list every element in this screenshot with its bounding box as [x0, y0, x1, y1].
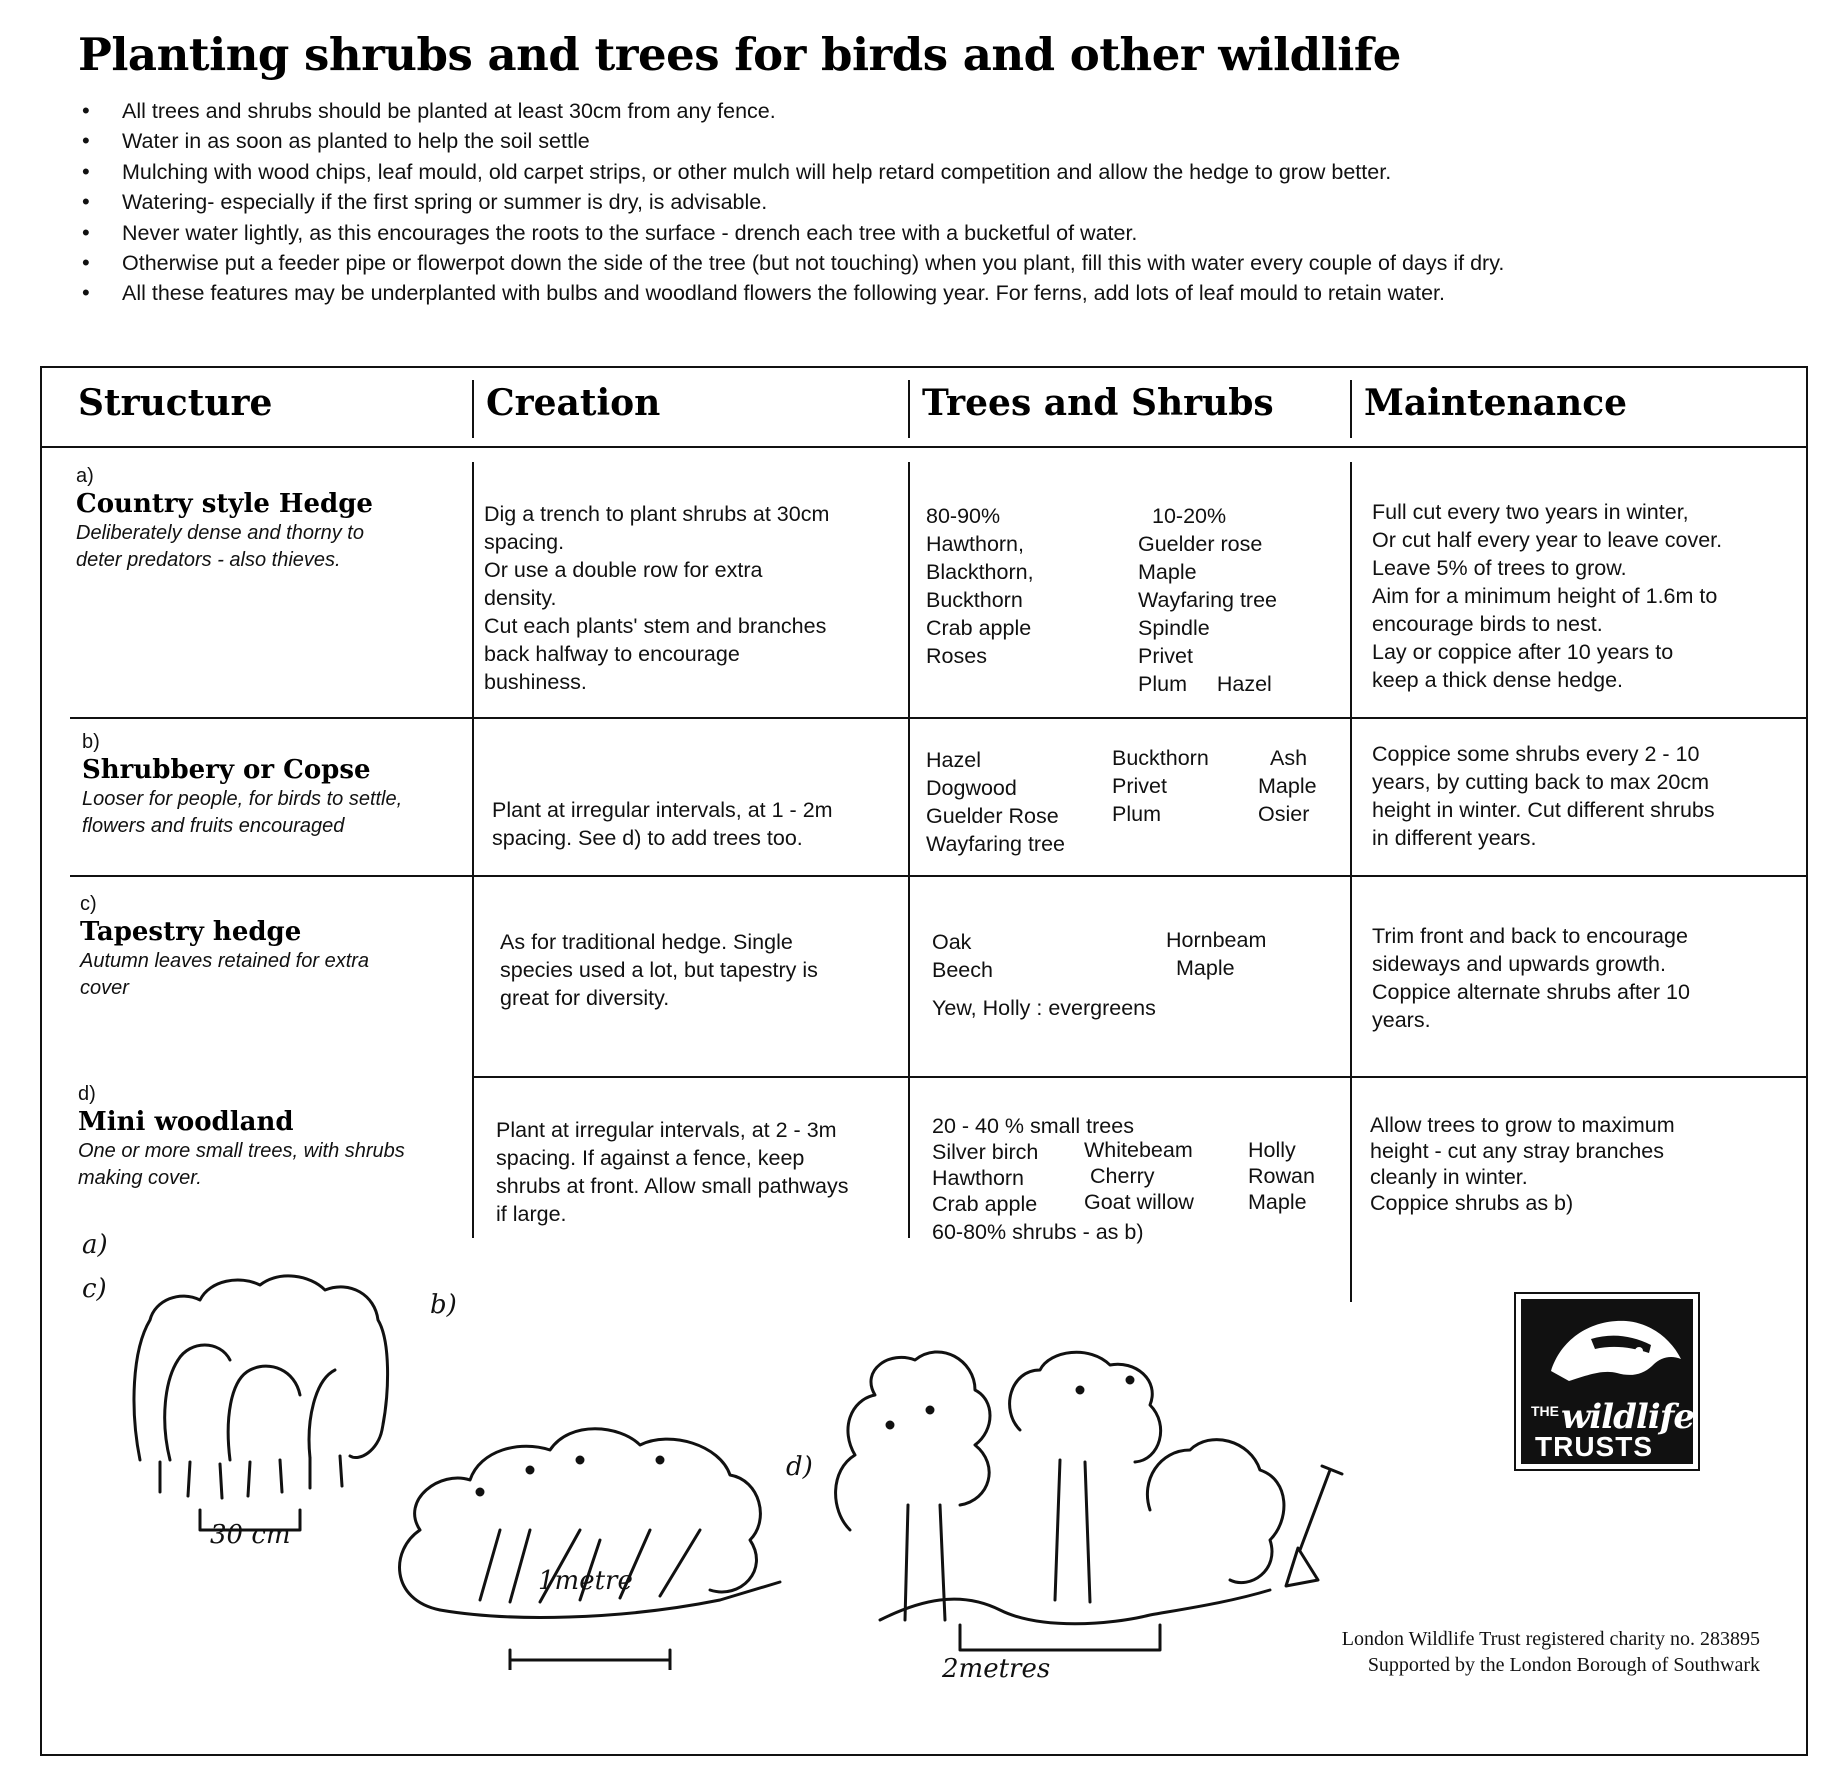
structure-cell-d [78, 1082, 472, 1192]
structure-name: Tapestry hedge [80, 917, 302, 947]
maintenance-line: Leave 5% of trees to grow. [1372, 556, 1627, 580]
plant-entry: Maple [1176, 956, 1235, 980]
maintenance-line: Coppice some shrubs every 2 - 10 [1372, 742, 1700, 766]
column-divider [472, 380, 474, 438]
column-divider [908, 462, 910, 1238]
column-divider [472, 462, 474, 1238]
creation-line: density. [484, 586, 557, 610]
trees-cell-b-col3 [1258, 744, 1348, 828]
row-divider [70, 875, 1808, 877]
maintenance-line: Or cut half every year to leave cover. [1372, 528, 1723, 552]
structure-name: Mini woodland [78, 1107, 294, 1137]
plant-entry: Crab apple [926, 616, 1032, 640]
maintenance-line: Allow trees to grow to maximum [1370, 1113, 1675, 1137]
structure-description: flowers and fruits encouraged [82, 815, 345, 837]
maintenance-line: Coppice alternate shrubs after 10 [1372, 980, 1690, 1004]
plant-entry: Dogwood [926, 776, 1017, 800]
plant-entry: Crab apple [932, 1192, 1038, 1216]
plant-entry: Rowan [1248, 1164, 1315, 1188]
plant-entry: Plum Hazel [1138, 672, 1272, 696]
maintenance-cell-a [1372, 498, 1808, 694]
trees-cell-a-minor [1138, 502, 1348, 698]
trees-cell-c-right [1166, 926, 1346, 982]
creation-line: spacing. [484, 530, 565, 554]
creation-line: Dig a trench to plant shrubs at 30cm [484, 502, 830, 526]
maintenance-line: sideways and upwards growth. [1372, 952, 1666, 976]
charity-registration: London Wildlife Trust registered charity no. 283895 [1341, 1628, 1760, 1650]
plant-entry: Cherry [1090, 1164, 1155, 1188]
maintenance-line: keep a thick dense hedge. [1372, 668, 1624, 692]
tip-item: • Water in as soon as planted to help the soil settle [82, 126, 1802, 156]
plant-entry: Beech [932, 958, 993, 982]
spacing-label-2m: 2metres [942, 1654, 1051, 1684]
creation-line: Cut each plants' stem and branches [484, 614, 827, 638]
tip-item: • Otherwise put a feeder pipe or flowerpot down the side of the tree (but not touching) when you plant, fill this with water every couple of days if dry. [82, 248, 1802, 278]
plant-entry: Hawthorn, [926, 532, 1024, 556]
plant-entry: Guelder Rose [926, 804, 1059, 828]
plant-entry: Hazel [926, 748, 981, 772]
maintenance-cell-d [1370, 1112, 1806, 1216]
structure-name: Shrubbery or Copse [82, 755, 371, 785]
plant-entry: Maple [1248, 1190, 1307, 1214]
sketch-label-b: b) [430, 1290, 457, 1320]
structure-description: One or more small trees, with shrubs [78, 1140, 405, 1162]
creation-line: Plant at irregular intervals, at 1 - 2m [492, 798, 833, 822]
plant-entry: Spindle [1138, 616, 1210, 640]
creation-line: spacing. If against a fence, keep [496, 1146, 805, 1170]
logo-the-text: THE [1531, 1403, 1559, 1419]
structure-cell-c [80, 892, 470, 1002]
badger-icon [1521, 1299, 1695, 1399]
tip-item: • All these features may be underplanted with bulbs and woodland flowers the following year. For ferns, add lots of leaf mould to retain water. [82, 278, 1802, 308]
creation-line: Or use a double row for extra [484, 558, 763, 582]
creation-line: bushiness. [484, 670, 587, 694]
structure-description: Autumn leaves retained for extra [80, 950, 370, 972]
maintenance-line: cleanly in winter. [1370, 1165, 1528, 1189]
structure-cell-a [76, 464, 466, 574]
plant-entry: 20 - 40 % small trees [932, 1114, 1134, 1138]
column-header-structure: Structure [78, 382, 273, 424]
funding-credit: Supported by the London Borough of Southwark [1367, 1654, 1760, 1676]
column-divider [1350, 380, 1352, 438]
plant-entry: Privet [1138, 644, 1193, 668]
creation-cell-c [500, 928, 904, 1012]
plant-entry: Wayfaring tree [1138, 588, 1278, 612]
trees-cell-d-col3 [1248, 1137, 1348, 1215]
structure-description: Looser for people, for birds to settle, [82, 788, 403, 810]
spacing-label-1m: 1metre [538, 1566, 633, 1596]
plant-entry: 60-80% shrubs - as b) [932, 1220, 1144, 1244]
plant-entry: Hawthorn [932, 1166, 1025, 1190]
maintenance-cell-c [1372, 922, 1808, 1034]
maintenance-line: Trim front and back to encourage [1372, 924, 1688, 948]
column-header-maintenance: Maintenance [1364, 382, 1628, 424]
creation-line: spacing. See d) to add trees too. [492, 826, 803, 850]
plant-entry: Guelder rose [1138, 532, 1263, 556]
trees-cell-b-col2 [1112, 744, 1262, 828]
wildlife-trusts-logo [1514, 1292, 1700, 1471]
maintenance-line: Coppice shrubs as b) [1370, 1191, 1574, 1215]
sketch-label-a: a) [82, 1230, 108, 1260]
plant-entry: 80-90% [926, 504, 1001, 528]
creation-line: if large. [496, 1202, 567, 1226]
creation-line: shrubs at front. Allow small pathways [496, 1174, 849, 1198]
trees-cell-c-evergreens [932, 994, 1342, 1022]
column-header-creation: Creation [486, 382, 661, 424]
plant-entry: 10-20% [1152, 504, 1227, 528]
plant-entry: Ash [1270, 746, 1308, 770]
column-header-trees: Trees and Shrubs [922, 382, 1274, 424]
tip-item: • Watering- especially if the first spring or summer is dry, is advisable. [82, 187, 1802, 217]
plant-entry: Privet [1112, 774, 1167, 798]
logo-wildlife-text: wildlife [1561, 1397, 1694, 1437]
logo-trusts-text: TRUSTS [1535, 1431, 1653, 1462]
trees-cell-a-main [926, 502, 1126, 670]
plant-entry: Osier [1258, 802, 1310, 826]
creation-line: great for diversity. [500, 986, 670, 1010]
trees-cell-d-col1 [932, 1139, 1082, 1217]
plant-entry: Oak [932, 930, 972, 954]
tip-item: • Never water lightly, as this encourages the roots to the surface - drench each tree with a bucketful of water. [82, 218, 1802, 248]
row-label: a) [76, 465, 94, 487]
structure-description: Deliberately dense and thorny to [76, 522, 364, 544]
maintenance-line: encourage birds to nest. [1372, 612, 1603, 636]
creation-cell-a [484, 500, 904, 696]
maintenance-line: Aim for a minimum height of 1.6m to [1372, 584, 1718, 608]
row-label: b) [82, 731, 100, 753]
maintenance-cell-b [1372, 740, 1808, 852]
tip-item: • All trees and shrubs should be planted at least 30cm from any fence. [82, 96, 1802, 126]
column-divider [908, 380, 910, 438]
maintenance-line: height - cut any stray branches [1370, 1139, 1664, 1163]
plant-entry: Maple [1138, 560, 1197, 584]
charity-footer [1342, 1626, 1760, 1678]
plant-entry: Hornbeam [1166, 928, 1267, 952]
header-divider [40, 446, 1808, 448]
plant-entry: Maple [1258, 774, 1317, 798]
structure-description: deter predators - also thieves. [76, 549, 341, 571]
plant-entry: Buckthorn [1112, 746, 1209, 770]
sketch-label-c: c) [82, 1274, 107, 1304]
plant-entry: Whitebeam [1084, 1138, 1193, 1162]
row-label: d) [78, 1083, 96, 1105]
creation-line: back halfway to encourage [484, 642, 740, 666]
plant-entry: Goat willow [1084, 1190, 1194, 1214]
plant-entry: Roses [926, 644, 987, 668]
trees-cell-b-col1 [926, 746, 1106, 858]
column-divider [1350, 462, 1352, 1302]
tip-item: • Mulching with wood chips, leaf mould, old carpet strips, or other mulch will help retard competition and allow the hedge to grow better. [82, 157, 1802, 187]
structure-name: Country style Hedge [76, 489, 373, 519]
trees-cell-d-heading [932, 1112, 1342, 1140]
page-title: Planting shrubs and trees for birds and other wildlife [78, 28, 1401, 81]
structure-cell-b [82, 730, 472, 840]
maintenance-line: Full cut every two years in winter, [1372, 500, 1689, 524]
maintenance-line: in different years. [1372, 826, 1537, 850]
creation-cell-d [496, 1116, 908, 1228]
plant-entry: Plum [1112, 802, 1161, 826]
creation-line: species used a lot, but tapestry is [500, 958, 818, 982]
maintenance-line: height in winter. Cut different shrubs [1372, 798, 1715, 822]
row-label: c) [80, 893, 97, 915]
maintenance-line: years, by cutting back to max 20cm [1372, 770, 1709, 794]
spacing-label-30cm: 30 cm [210, 1520, 291, 1550]
creation-cell-b [492, 796, 908, 852]
hedge-sketch-illustration [60, 1230, 1500, 1670]
sketch-label-d: d) [786, 1452, 813, 1482]
creation-line: As for traditional hedge. Single [500, 930, 793, 954]
trees-cell-c-left [932, 928, 1112, 984]
maintenance-line: years. [1372, 1008, 1431, 1032]
plant-entry: Silver birch [932, 1140, 1039, 1164]
creation-line: Plant at irregular intervals, at 2 - 3m [496, 1118, 837, 1142]
row-divider [70, 717, 1808, 719]
plant-entry: Buckthorn [926, 588, 1023, 612]
plant-entry: Holly [1248, 1138, 1296, 1162]
planting-tips-list [82, 96, 1802, 309]
plant-entry: Blackthorn, [926, 560, 1034, 584]
plant-entry: Wayfaring tree [926, 832, 1066, 856]
maintenance-line: Lay or coppice after 10 years to [1372, 640, 1674, 664]
row-divider [472, 1076, 1808, 1078]
plant-entry: Yew, Holly : evergreens [932, 996, 1156, 1020]
structure-description: making cover. [78, 1167, 202, 1189]
structure-description: cover [80, 977, 129, 999]
trees-cell-d-col2 [1084, 1137, 1244, 1215]
